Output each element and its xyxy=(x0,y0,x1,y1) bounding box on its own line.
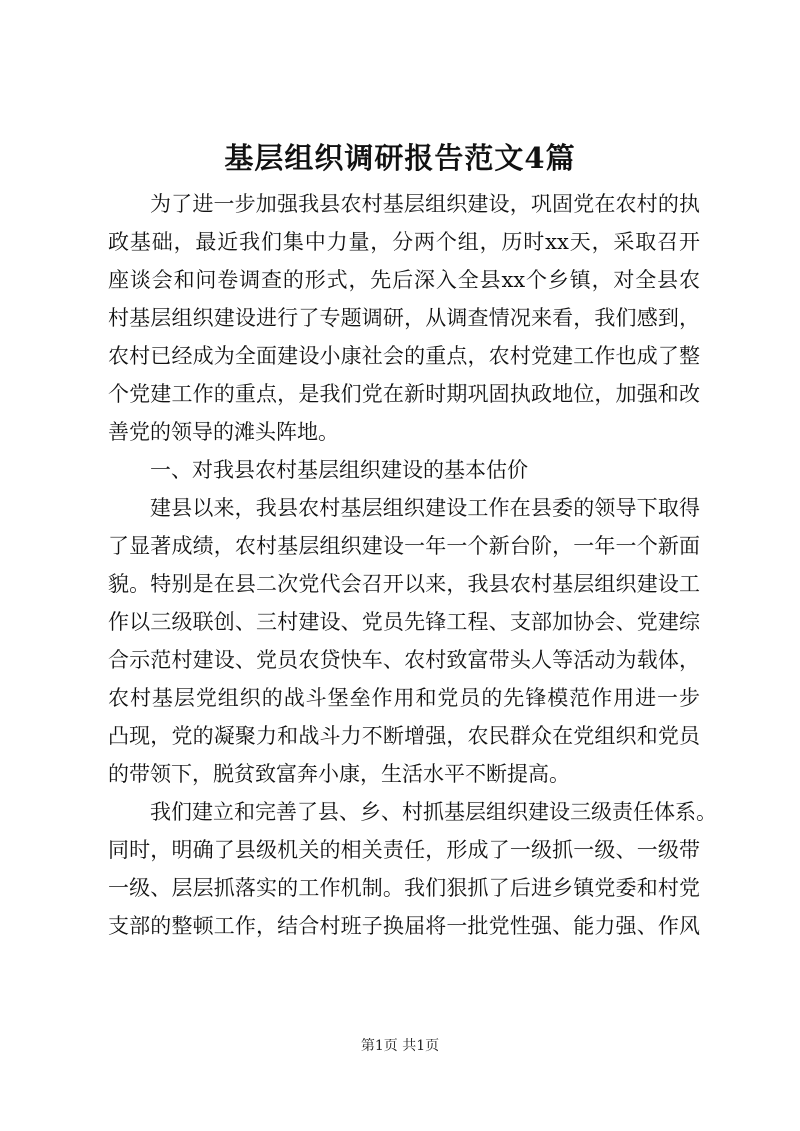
body-line: 作以三级联创、三村建设、党员先锋工程、支部加协会、党建综 xyxy=(108,610,700,634)
body-line: 建县以来，我县农村基层组织建设工作在县委的领导下取得 xyxy=(150,496,700,520)
body-line: 农村基层党组织的战斗堡垒作用和党员的先锋模范作用进一步 xyxy=(108,686,700,710)
section-heading: 一、对我县农村基层组织建设的基本估价 xyxy=(150,458,528,482)
body-line: 的带领下，脱贫致富奔小康，生活水平不断提高。 xyxy=(108,762,570,786)
body-line: 貌。特别是在县二次党代会召开以来，我县农村基层组织建设工 xyxy=(108,572,700,596)
body-line: 同时，明确了县级机关的相关责任，形成了一级抓一级、一级带 xyxy=(108,838,700,862)
body-line: 为了进一步加强我县农村基层组织建设，巩固党在农村的执 xyxy=(150,192,700,216)
body-line: 村基层组织建设进行了专题调研，从调查情况来看，我们感到， xyxy=(108,306,700,330)
document-title: 基层组织调研报告范文4篇 xyxy=(224,141,576,175)
body-line: 个党建工作的重点，是我们党在新时期巩固执政地位，加强和改 xyxy=(108,382,700,406)
body-line: 农村已经成为全面建设小康社会的重点，农村党建工作也成了整 xyxy=(108,344,700,368)
body-line: 支部的整顿工作，结合村班子换届将一批党性强、能力强、作风 xyxy=(108,914,700,938)
body-line: 我们建立和完善了县、乡、村抓基层组织建设三级责任体系。 xyxy=(150,800,717,824)
body-line: 了显著成绩，农村基层组织建设一年一个新台阶，一年一个新面 xyxy=(108,534,700,558)
body-line: 凸现，党的凝聚力和战斗力不断增强，农民群众在党组织和党员 xyxy=(108,724,700,748)
page-number: 第1页 共1页 xyxy=(360,1038,440,1054)
body-line: 政基础，最近我们集中力量，分两个组，历时xx天，采取召开 xyxy=(108,230,700,254)
body-line: 座谈会和问卷调查的形式，先后深入全县xx个乡镇，对全县农 xyxy=(108,268,700,292)
body-line: 善党的领导的滩头阵地。 xyxy=(108,420,339,444)
body-line: 一级、层层抓落实的工作机制。我们狠抓了后进乡镇党委和村党 xyxy=(108,876,700,900)
body-line: 合示范村建设、党员农贷快车、农村致富带头人等活动为载体， xyxy=(108,648,700,672)
